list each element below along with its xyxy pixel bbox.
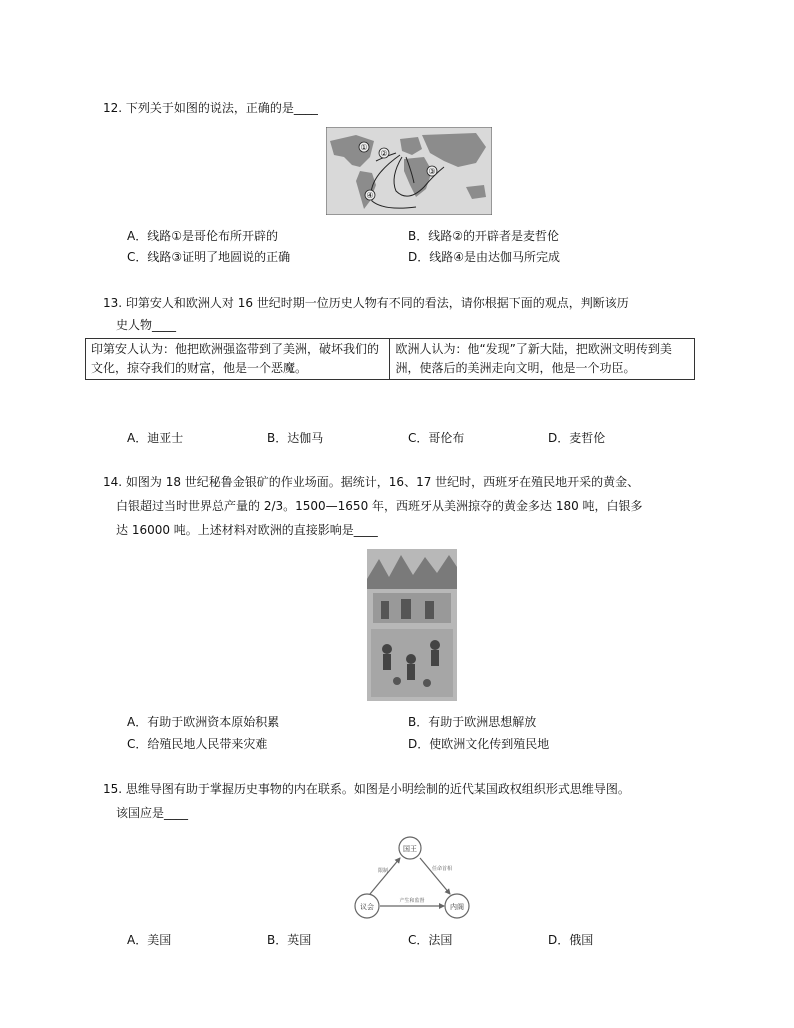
q12-option-c[interactable]: C．线路③证明了地圆说的正确 xyxy=(127,250,291,264)
q15-stem-line1: 15. 思维导图有助于掌握历史事物的内在联系。如图是小明绘制的近代某国政权组织形式思维导图。 xyxy=(103,782,630,796)
q12-stem: 12. 下列关于如图的说法，正确的是____ xyxy=(103,101,318,115)
q13-option-d[interactable]: D．麦哲伦 xyxy=(548,431,606,445)
q14-option-d[interactable]: D．使欧洲文化传到殖民地 xyxy=(408,737,550,751)
world-map-figure xyxy=(326,127,492,215)
node-king: 国王 xyxy=(403,845,417,853)
q14-stem-line1: 14. 如图为 18 世纪秘鲁金银矿的作业场面。据统计，16、17 世纪时，西班牙在殖民地开采的黄金、 xyxy=(103,475,640,489)
node-parliament: 议会 xyxy=(360,903,374,911)
q13-option-b[interactable]: B．达伽马 xyxy=(267,431,324,445)
map-label-1: ① xyxy=(360,143,368,152)
q15-option-d[interactable]: D．俄国 xyxy=(548,933,594,947)
node-cabinet: 内阁 xyxy=(450,903,464,911)
edge-label-supervise: 产生和监督 xyxy=(399,898,425,904)
views-table xyxy=(85,338,695,380)
map-label-3: ③ xyxy=(428,167,436,176)
indian-view-cell: 印第安人认为：他把欧洲强盗带到了美洲，破坏我们的文化，掠夺我们的财富，他是一个恶魔。 xyxy=(86,339,390,380)
european-view-cell: 欧洲人认为：他“发现”了新大陆，把欧洲文明传到美洲，使落后的美洲走向文明，他是一个功臣。 xyxy=(390,339,695,380)
q13-stem-line1: 13. 印第安人和欧洲人对 16 世纪时期一位历史人物有不同的看法，请你根据下面的观点，判断该历 xyxy=(103,296,629,310)
q12-option-b[interactable]: B．线路②的开辟者是麦哲伦 xyxy=(408,229,559,243)
q13-option-c[interactable]: C．哥伦布 xyxy=(408,431,465,445)
edge-label-limit: 限制 xyxy=(378,868,389,874)
q15-option-c[interactable]: C．法国 xyxy=(408,933,453,947)
q14-stem-line3: 达 16000 吨。上述材料对欧洲的直接影响是____ xyxy=(116,523,378,537)
map-label-4: ④ xyxy=(366,191,374,200)
q12-option-a[interactable]: A．线路①是哥伦布所开辟的 xyxy=(127,229,278,243)
map-label-2: ② xyxy=(380,149,388,158)
q14-option-c[interactable]: C．给殖民地人民带来灾难 xyxy=(127,737,268,751)
edge-label-appoint: 任命首相 xyxy=(432,866,453,872)
q14-stem-line2: 白银超过当时世界总产量的 2/3。1500—1650 年，西班牙从美洲掠夺的黄金多达 180 吨，白银多 xyxy=(116,499,643,513)
mine-scene-image xyxy=(367,549,457,701)
q15-option-a[interactable]: A．美国 xyxy=(127,933,172,947)
q13-stem-line2: 史人物____ xyxy=(116,318,177,332)
q15-stem-line2: 该国应是____ xyxy=(116,806,189,820)
government-diagram xyxy=(350,834,476,920)
q14-option-b[interactable]: B．有助于欧洲思想解放 xyxy=(408,715,537,729)
q13-option-a[interactable]: A．迪亚士 xyxy=(127,431,184,445)
q12-option-d[interactable]: D．线路④是由达伽马所完成 xyxy=(408,250,560,264)
q14-option-a[interactable]: A．有助于欧洲资本原始积累 xyxy=(127,715,280,729)
q15-option-b[interactable]: B．英国 xyxy=(267,933,312,947)
